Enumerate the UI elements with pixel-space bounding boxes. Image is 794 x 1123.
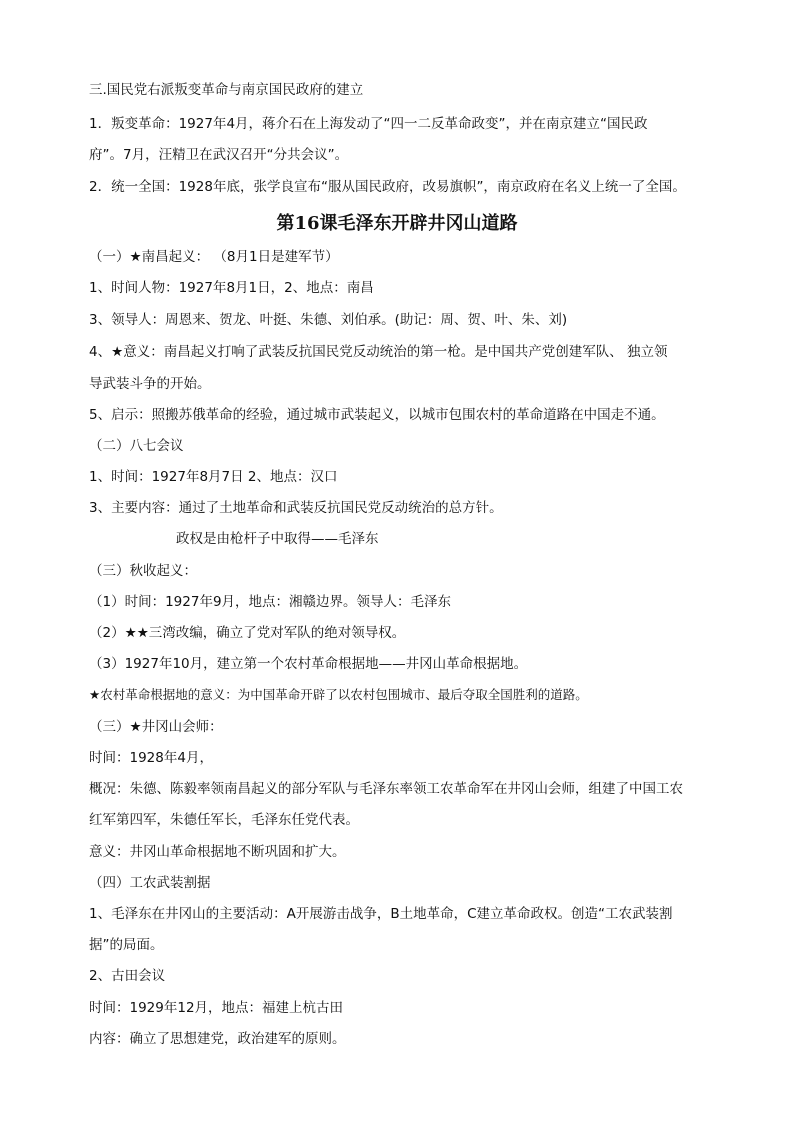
- nanchang-leaders: 3、领导人：周恩来、贺龙、叶挺、朱德、刘伯承。(助记：周、贺、叶、朱、刘): [89, 312, 568, 328]
- nanchang-lesson: 5、启示：照搬苏俄革命的经验，通过城市武装起义，以城市包围农村的革命道路在中国走不通。: [89, 407, 665, 423]
- huishi-time: 时间：1928年4月，: [89, 750, 213, 766]
- huishi-overview-line2: 红军第四军，朱德任军长，毛泽东任党代表。: [89, 812, 359, 828]
- base-area-significance: ★农村革命根据地的意义：为中国革命开辟了以农村包围城市、最后夺取全国胜利的道路。: [89, 687, 588, 702]
- baqi-heading: （二）八七会议: [89, 438, 184, 454]
- qiushou-item2: （2）★★三湾改编，确立了党对军队的绝对领导权。: [89, 625, 406, 641]
- qiushou-heading: （三）秋收起义：: [89, 563, 197, 579]
- baqi-time-place: 1、时间：1927年8月7日 2、地点：汉口: [89, 469, 338, 485]
- nanchang-time-place: 1、时间人物：1927年8月1日，2、地点：南昌: [89, 280, 374, 296]
- baqi-quote: 政权是由枪杆子中取得——毛泽东: [176, 531, 379, 547]
- section3-heading: 三.国民党右派叛变革命与南京国民政府的建立: [89, 82, 364, 98]
- nanchang-meaning-line1: 4、★意义：南昌起义打响了武装反抗国民党反动统治的第一枪。是中国共产党创建军队、 独立领: [89, 344, 668, 360]
- betrayal-text-line1: 1．叛变革命：1927年4月，蒋介石在上海发动了“四一二反革命政变”，并在南京建立“国民政: [89, 116, 648, 132]
- gutian-time: 时间：1929年12月，地点：福建上杭古田: [89, 1000, 344, 1016]
- betrayal-text-line2: 府”。7月，汪精卫在武汉召开“分共会议”。: [89, 147, 349, 163]
- gelju-activities-line1: 1、毛泽东在井冈山的主要活动：A开展游击战争，B土地革命，C建立革命政权。创造“工农武装割: [89, 906, 673, 922]
- nanchang-meaning-line2: 导武装斗争的开始。: [89, 376, 211, 392]
- gutian-heading: 2、古田会议: [89, 968, 166, 984]
- huishi-heading: （三）★井冈山会师：: [89, 719, 223, 735]
- qiushou-item1: （1）时间：1927年9月，地点：湘赣边界。领导人：毛泽东: [89, 594, 452, 610]
- gutian-content: 内容：确立了思想建党，政治建军的原则。: [89, 1031, 346, 1047]
- unification-text: 2．统一全国：1928年底，张学良宣布“服从国民政府，改易旗帜”，南京政府在名义上统一了全国。: [89, 179, 686, 195]
- baqi-content: 3、主要内容：通过了土地革命和武装反抗国民党反动统治的总方针。: [89, 500, 503, 516]
- nanchang-heading: （一）★南昌起义： （8月1日是建军节）: [89, 249, 339, 265]
- gelju-activities-line2: 据”的局面。: [89, 937, 164, 953]
- huishi-meaning: 意义：井冈山革命根据地不断巩固和扩大。: [89, 844, 346, 860]
- gelju-heading: （四）工农武装割据: [89, 875, 211, 891]
- huishi-overview-line1: 概况：朱德、陈毅率领南昌起义的部分军队与毛泽东率领工农革命军在井冈山会师，组建了中国工农: [89, 781, 683, 797]
- qiushou-item3: （3）1927年10月，建立第一个农村革命根据地——井冈山革命根据地。: [89, 656, 528, 672]
- lesson-title: 第16课毛泽东开辟井冈山道路: [276, 213, 518, 234]
